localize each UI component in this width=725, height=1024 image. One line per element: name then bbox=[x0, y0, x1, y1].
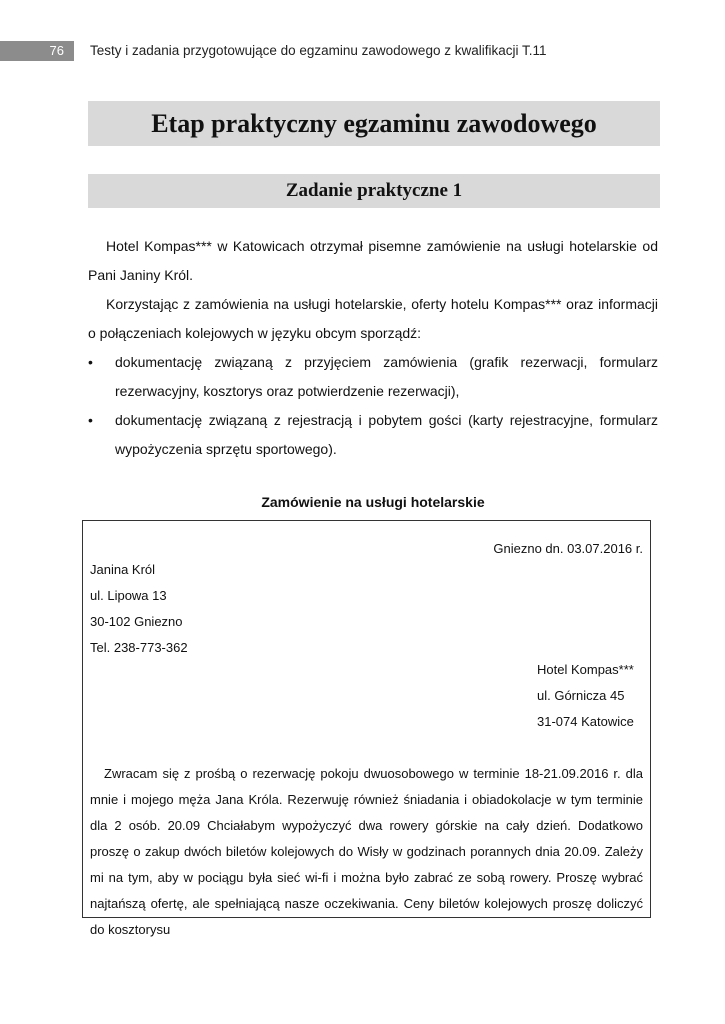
sender-street: ul. Lipowa 13 bbox=[90, 588, 167, 603]
list-item-text: dokumentację związaną z rejestracją i pobytem gości (karty rejestracyjne, formularz wypożyczenia sprzętu sportowego). bbox=[115, 412, 658, 457]
recipient-street: ul. Górnicza 45 bbox=[537, 688, 625, 703]
task-list bbox=[88, 348, 658, 464]
bullet-icon: • bbox=[88, 412, 93, 428]
letter-body: Zwracam się z prośbą o rezerwację pokoju dwuosobowego w terminie 18-21.09.2016 r. dla mnie i mojego męża Jana Króla. Rezerwuję również śniadania i obiadokolacje w tym terminie dla 2 osób. 20.09 Chciałabym wypożyczyć dwa rowery górskie na cały dzień. Dodatkowo proszę o zakup dwóch biletów kolejowych do Wisły w godzinach porannych dnia 20.09. Zależy mi na tym, aby w pociągu była sieć wi-fi i można było zabrać ze sobą rowery. Proszę wybrać najtańszą ofertę, ale spełniającą nasze oczekiwania. Ceny biletów kolejowych proszę doliczyć do kosztorysu bbox=[90, 766, 643, 937]
list-item-text: dokumentację związaną z przyjęciem zamówienia (grafik rezerwacji, formularz rezerwacyjny, kosztorys oraz potwierdzenie rezerwacji), bbox=[115, 354, 658, 399]
sender-address bbox=[90, 557, 188, 661]
recipient-name: Hotel Kompas*** bbox=[537, 662, 634, 677]
recipient-address bbox=[537, 657, 634, 735]
sender-phone: Tel. 238-773-362 bbox=[90, 640, 188, 655]
list-item bbox=[88, 406, 658, 464]
recipient-city: 31-074 Katowice bbox=[537, 714, 634, 729]
running-header: Testy i zadania przygotowujące do egzaminu zawodowego z kwalifikacji T.11 bbox=[90, 43, 547, 58]
list-item bbox=[88, 348, 658, 406]
section-title: Zadanie praktyczne 1 bbox=[88, 174, 660, 208]
sender-name: Janina Król bbox=[90, 562, 156, 577]
bullet-icon: • bbox=[88, 354, 93, 370]
letter-date: Gniezno dn. 03.07.2016 r. bbox=[493, 541, 643, 556]
order-letter bbox=[82, 520, 651, 937]
intro-paragraph-1: Hotel Kompas*** w Katowicach otrzymał pisemne zamówienie na usługi hotelarskie od Pani Janiny Król. bbox=[88, 238, 658, 283]
order-heading: Zamówienie na usługi hotelarskie bbox=[261, 494, 485, 510]
intro-paragraph-2: Korzystając z zamówienia na usługi hotelarskie, oferty hotelu Kompas*** oraz informacji o połączeniach kolejowych w języku obcym sporządź: bbox=[88, 296, 658, 341]
page-title: Etap praktyczny egzaminu zawodowego bbox=[88, 101, 660, 146]
sender-city: 30-102 Gniezno bbox=[90, 614, 183, 629]
page-number: 76 bbox=[0, 41, 74, 61]
task-description bbox=[88, 232, 658, 464]
